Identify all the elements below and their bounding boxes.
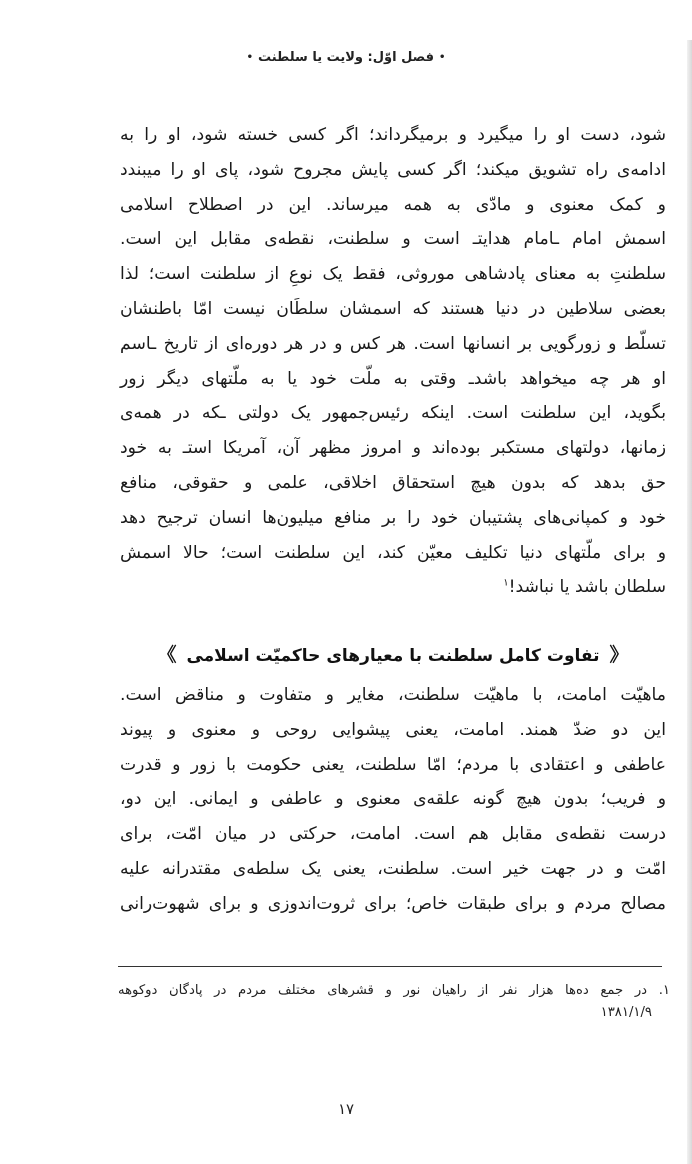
- running-header: [0, 50, 692, 65]
- text-line: و کمک معنوی و مادّی به همه میرساند. این در اصطلاح اسلامی: [120, 194, 666, 215]
- footnote-divider: [118, 966, 662, 967]
- text-line: امّت و در جهت خیر است. سلطنت، یعنی یک سلطه‌ی مقتدرانه علیه: [120, 858, 666, 879]
- text-line-content: سلطان باشد یا نباشد!: [508, 577, 666, 598]
- text-line: درست نقطه‌ی مقابل هم است. امامت، حرکتی در میان امّت، برای: [120, 824, 666, 845]
- text-line: شود، دست او را میگیرد و برمیگرداند؛ اگر کسی خسته شود، او را به: [120, 125, 666, 145]
- footnote-number: ۱.: [658, 983, 670, 998]
- header-bullet-right: •: [439, 52, 446, 63]
- text-line: خود و کمپانی‌های پشتیبان خود را بر منافع میلیون‌ها انسان ترجیح دهد: [120, 507, 666, 528]
- footnote-reference[interactable]: ۱: [503, 577, 509, 589]
- paragraph-2: [120, 678, 666, 922]
- footnote-date: ۱۳۸۱/۱/۹: [600, 1005, 652, 1020]
- text-line: مصالح مردم و برای طبقات خاص؛ برای ثروت‌اندوزی و برای شهوت‌رانی: [120, 893, 666, 914]
- text-line: و فریب؛ بدون هیچ گونه علقه‌ی معنوی و عاطفی و ایمانی. این دو،: [120, 789, 666, 810]
- paragraph-1: [120, 118, 666, 605]
- text-line: این دو ضدّ همند. امامت، یعنی پیشوایی روحی و معنوی و پیوند: [120, 719, 666, 740]
- page-edge-shadow: [687, 40, 692, 1164]
- footnote-line: [118, 980, 670, 1002]
- text-line: بگوید، این سلطنت است. اینکه رئیس‌جمهور یک دولتی ـکه در همه‌ی: [120, 403, 666, 424]
- text-line: ماهیّت امامت، با ماهیّت سلطنت، مغایر و متفاوت و مناقض است.: [120, 685, 666, 705]
- heading-close-bracket: 》: [157, 644, 177, 666]
- section-heading: [120, 640, 666, 667]
- text-line: او هر چه میخواهد باشدـ وقتی به ملّت خود یا به ملّتهای دیگر زور: [120, 368, 666, 389]
- chapter-title: فصل اوّل: ولایت یا سلطنت: [257, 50, 435, 65]
- text-line-last: [120, 570, 666, 605]
- heading-text: تفاوت کامل سلطنت با معیارهای حاکمیّت اسلامی: [186, 646, 600, 666]
- text-line: ادامه‌ی راه تشویق میکند؛ اگر کسی پایش مجروح شود، پای او را میبندد: [120, 159, 666, 180]
- heading-open-bracket: 《: [609, 644, 629, 666]
- header-bullet-left: •: [246, 52, 253, 63]
- footnotes: [118, 980, 670, 1024]
- text-line: عاطفی و اعتقادی با مردم؛ امّا سلطنت، یعنی حکومت با زور و قدرت: [120, 754, 666, 775]
- text-line: بعضی سلاطین در دنیا هستند که اسمشان سلطَان نیست امّا باطنشان: [120, 298, 666, 319]
- text-line: تسلّط و زورگویی بر انسانها است. هر کس و در هر دوره‌ای از تاریخ ـاسم: [120, 333, 666, 354]
- page-number: ۱۷: [337, 1100, 355, 1118]
- text-line: و برای ملّتهای دنیا تکلیف معیّن کند، این سلطنت است؛ حالا اسمش: [120, 542, 666, 563]
- footnote-text: در جمع ده‌ها هزار نفر از راهیان نور و قشرهای مختلف مردم در پادگان دوکوهه: [118, 983, 648, 998]
- text-line: اسمش امام ـامام هدایتـ است و سلطنت، نقطه‌ی مقابل این است.: [120, 229, 666, 250]
- text-line: زمانها، دولتهای مستکبر بوده‌اند و امروز مظهر آن، آمریکا استـ به خود: [120, 438, 666, 459]
- text-line: سلطنتِ به معنای پادشاهی موروثی، فقط یک نوعِ از سلطنت است؛ لذا: [120, 264, 666, 285]
- text-line: حق بدهد که بدون هیچ استحقاق اخلاقی، علمی و حقوقی، منافع: [120, 472, 666, 493]
